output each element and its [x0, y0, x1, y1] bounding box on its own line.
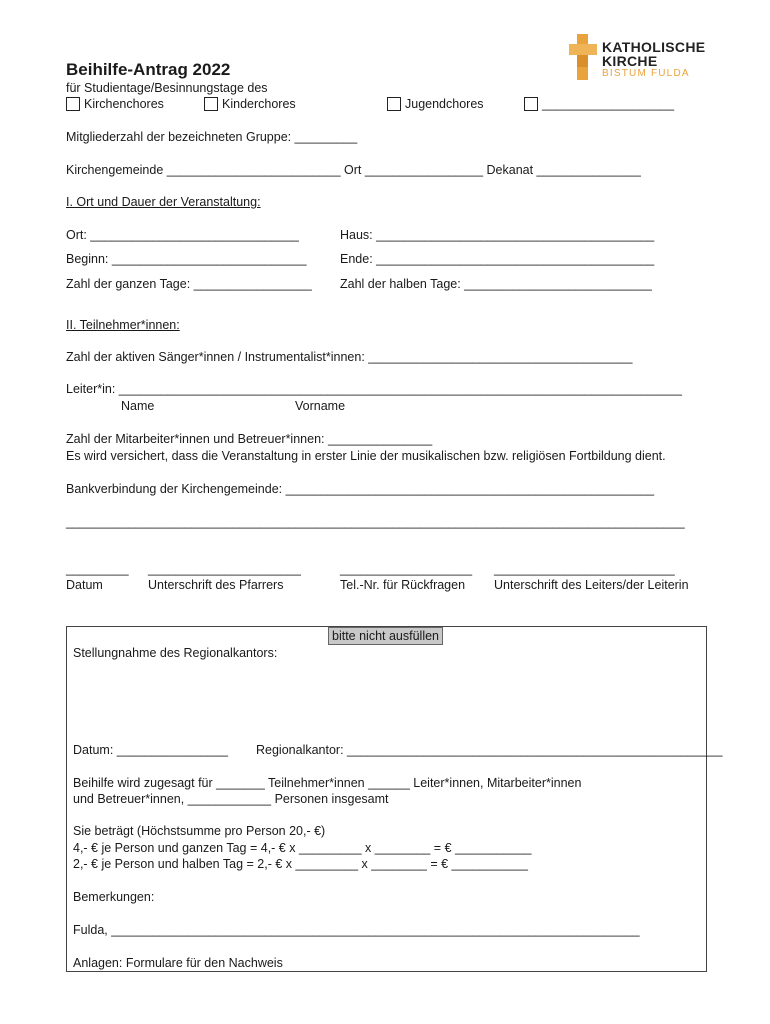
subtitle: für Studientage/Besinnungstage des: [66, 81, 268, 95]
aktive-field[interactable]: Zahl der aktiven Sänger*innen / Instrumentalist*innen: ______________________________________: [66, 350, 633, 364]
section-1-heading: I. Ort und Dauer der Veranstaltung:: [66, 195, 261, 209]
option-label: Kinderchores: [222, 97, 296, 111]
datum-blank[interactable]: _________: [66, 562, 129, 576]
halbe-tage-field[interactable]: Zahl der halben Tage: ___________________________: [340, 277, 652, 291]
cross-logo-icon: [569, 34, 597, 80]
option-other[interactable]: [524, 97, 674, 111]
logo-line-1: KATHOLISCHE: [602, 39, 706, 55]
ganze-tage-field[interactable]: Zahl der ganzen Tage: _________________: [66, 277, 312, 291]
fulda-field[interactable]: Fulda, ____________________________________________________________________________: [73, 923, 640, 937]
bank-field-line-2[interactable]: _________________________________________________________________________________________: [66, 515, 685, 529]
ganzer-tag-calc[interactable]: 4,- € je Person und ganzen Tag = 4,- € x _________ x ________ = € ___________: [73, 841, 532, 855]
pfarrer-blank[interactable]: ______________________: [148, 562, 301, 576]
leiter-field[interactable]: Leiter*in: _________________________________________________________________________________: [66, 382, 682, 396]
kirchengemeinde-field[interactable]: Kirchengemeinde _________________________ Ort _________________ Dekanat _______________: [66, 163, 641, 177]
pfarrer-label: Unterschrift des Pfarrers: [148, 578, 284, 592]
mitgliederzahl-field[interactable]: Mitgliederzahl der bezeichneten Gruppe: _________: [66, 130, 358, 144]
option-label: Kirchenchores: [84, 97, 164, 111]
bemerkungen-label: Bemerkungen:: [73, 890, 155, 904]
option-jugendchores[interactable]: [387, 97, 484, 111]
logo-line-2: KIRCHE: [602, 53, 658, 69]
page-title: Beihilfe-Antrag 2022: [66, 60, 231, 79]
bank-field[interactable]: Bankverbindung der Kirchengemeinde: _____________________________________________________: [66, 482, 655, 496]
beginn-field[interactable]: Beginn: ____________________________: [66, 252, 307, 266]
option-label: Jugendchores: [405, 97, 484, 111]
option-kinderchores[interactable]: [204, 97, 296, 111]
ort-field[interactable]: Ort: ______________________________: [66, 228, 299, 242]
stellungnahme-label: Stellungnahme des Regionalkantors:: [73, 646, 278, 660]
section-2-heading: II. Teilnehmer*innen:: [66, 318, 180, 332]
datum-label: Datum: [66, 578, 103, 592]
name-label: Name: [121, 399, 155, 413]
betrag-label: Sie beträgt (Höchstsumme pro Person 20,- €): [73, 824, 326, 838]
checkbox-jugendchores[interactable]: [387, 97, 401, 111]
mitarbeiter-field[interactable]: Zahl der Mitarbeiter*innen und Betreuer*innen: _______________: [66, 432, 433, 446]
checkbox-kirchenchores[interactable]: [66, 97, 80, 111]
zugesagt-line-1[interactable]: Beihilfe wird zugesagt für _______ Teilnehmer*innen ______ Leiter*innen, Mitarbeiter*innen: [73, 776, 582, 790]
office-datum-field[interactable]: Datum: ________________: [73, 743, 228, 757]
vorname-label: Vorname: [295, 399, 346, 413]
zugesagt-line-2[interactable]: und Betreuer*innen, ____________ Personen insgesamt: [73, 792, 389, 806]
haus-field[interactable]: Haus: ________________________________________: [340, 228, 655, 242]
checkbox-other[interactable]: [524, 97, 538, 111]
regionalkantor-field[interactable]: Regionalkantor: ______________________________________________________: [256, 743, 723, 757]
option-other-blank[interactable]: ___________________: [542, 97, 675, 111]
leiter-blank[interactable]: __________________________: [494, 562, 675, 576]
checkbox-kinderchores[interactable]: [204, 97, 218, 111]
ende-field[interactable]: Ende: ________________________________________: [340, 252, 655, 266]
option-kirchenchores[interactable]: [66, 97, 164, 111]
halber-tag-calc[interactable]: 2,- € je Person und halben Tag = 2,- € x _________ x ________ = € ___________: [73, 857, 529, 871]
do-not-fill-badge: bitte nicht ausfüllen: [328, 627, 443, 645]
tel-blank[interactable]: ___________________: [340, 562, 473, 576]
tel-label: Tel.-Nr. für Rückfragen: [340, 578, 466, 592]
leiter-signature-label: Unterschrift des Leiters/der Leiterin: [494, 578, 689, 592]
logo-line-3: BISTUM FULDA: [602, 68, 690, 79]
versicherung-text: Es wird versichert, dass die Veranstaltung in erster Linie der musikalischen bzw. religiösen Fortbildung dient.: [66, 449, 666, 463]
anlagen-label: Anlagen: Formulare für den Nachweis: [73, 956, 283, 970]
